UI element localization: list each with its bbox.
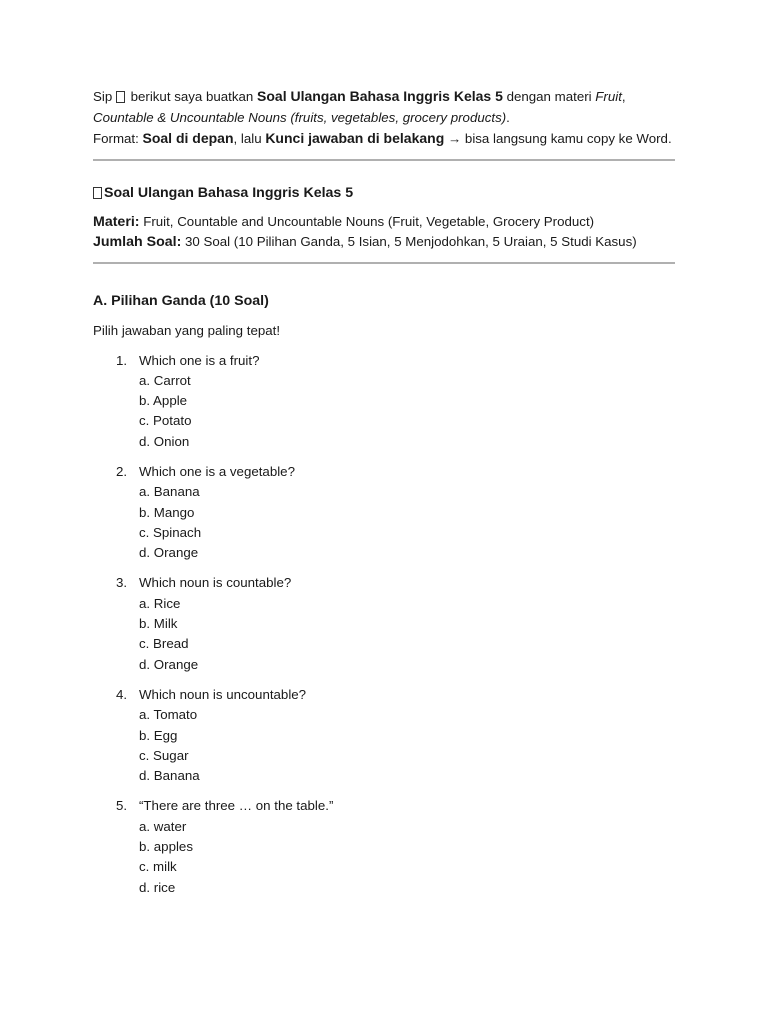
question-number: 4. bbox=[116, 686, 128, 702]
meta-value: 30 Soal (10 Pilihan Ganda, 5 Isian, 5 Menjodohkan, 5 Uraian, 5 Studi Kasus) bbox=[181, 234, 637, 249]
question-number: 5. bbox=[116, 798, 128, 814]
intro-text: Format: bbox=[93, 131, 143, 146]
intro-bold: Kunci jawaban di belakang bbox=[265, 130, 445, 146]
question-number: 3. bbox=[116, 575, 128, 591]
answer-option: b. Apple bbox=[139, 393, 188, 409]
question-text: “There are three … on the table.” bbox=[139, 798, 334, 814]
answer-option: a. Banana bbox=[139, 484, 200, 500]
question-text: Which one is a vegetable? bbox=[139, 463, 295, 479]
intro-italic-materi: Countable & Uncountable Nouns (fruits, vegetables, grocery products) bbox=[93, 109, 507, 125]
answer-option: d. Orange bbox=[139, 545, 199, 561]
answer-option: c. Bread bbox=[139, 636, 189, 652]
divider bbox=[93, 159, 675, 161]
document-page bbox=[93, 86, 675, 908]
intro-word-sip: Sip bbox=[93, 89, 113, 104]
meta-value: Fruit, Countable and Uncountable Nouns (Fruit, Vegetable, Grocery Product) bbox=[139, 213, 595, 229]
section-a-instruction: Pilih jawaban yang paling tepat! bbox=[93, 322, 281, 338]
meta-label: Jumlah Soal: bbox=[93, 234, 182, 250]
answer-option: c. Sugar bbox=[139, 747, 189, 763]
intro-italic: Fruit bbox=[595, 89, 622, 104]
intro-text: . bbox=[506, 109, 510, 125]
answer-option: c. Spinach bbox=[139, 524, 202, 540]
answer-option: a. Tomato bbox=[139, 707, 198, 723]
answer-option: c. milk bbox=[139, 859, 177, 875]
intro-line-2 bbox=[93, 108, 675, 129]
answer-option: d. rice bbox=[139, 879, 176, 895]
intro-line-3 bbox=[93, 128, 675, 150]
meta-label: Materi: bbox=[93, 213, 140, 230]
meta-block bbox=[93, 212, 675, 253]
question-item bbox=[93, 796, 675, 897]
answer-option: a. water bbox=[139, 818, 187, 834]
answer-option: c. Potato bbox=[139, 413, 192, 429]
missing-glyph-icon bbox=[116, 91, 125, 103]
intro-text: , lalu bbox=[233, 131, 266, 146]
intro-text: berikut saya buatkan bbox=[126, 89, 258, 104]
intro-bold-title: Soal Ulangan Bahasa Inggris Kelas 5 bbox=[257, 88, 503, 104]
answer-option: d. Onion bbox=[139, 433, 190, 449]
question-number: 2. bbox=[116, 463, 128, 479]
intro-text: , bbox=[621, 89, 626, 104]
document-title bbox=[93, 183, 675, 203]
question-item bbox=[93, 573, 675, 674]
answer-option: a. Carrot bbox=[139, 372, 191, 388]
question-text: Which noun is countable? bbox=[139, 575, 292, 591]
answer-option: d. Banana bbox=[139, 768, 200, 784]
question-item bbox=[93, 685, 675, 786]
intro-line-1 bbox=[93, 86, 675, 108]
question-text: Which one is a fruit? bbox=[139, 352, 260, 368]
question-text: Which noun is uncountable? bbox=[139, 686, 307, 702]
missing-glyph-icon bbox=[93, 187, 102, 199]
meta-materi bbox=[93, 212, 675, 233]
meta-jumlah bbox=[93, 232, 675, 253]
answer-option: b. Egg bbox=[139, 727, 178, 743]
answer-option: a. Rice bbox=[139, 595, 181, 611]
answer-option: b. apples bbox=[139, 839, 193, 855]
answer-option: b. Mango bbox=[139, 504, 195, 520]
intro-bold: Soal di depan bbox=[142, 130, 234, 146]
question-item bbox=[93, 351, 675, 452]
question-list bbox=[93, 351, 675, 898]
document-title-text: Soal Ulangan Bahasa Inggris Kelas 5 bbox=[104, 184, 354, 201]
intro-text: → bisa langsung kamu copy ke Word. bbox=[444, 131, 672, 146]
section-a-title: A. Pilihan Ganda (10 Soal) bbox=[93, 292, 269, 309]
question-number: 1. bbox=[116, 352, 128, 368]
divider bbox=[93, 262, 675, 264]
question-item bbox=[93, 462, 675, 563]
answer-option: b. Milk bbox=[139, 616, 178, 632]
intro-text: dengan materi bbox=[502, 89, 596, 104]
answer-option: d. Orange bbox=[139, 656, 199, 672]
